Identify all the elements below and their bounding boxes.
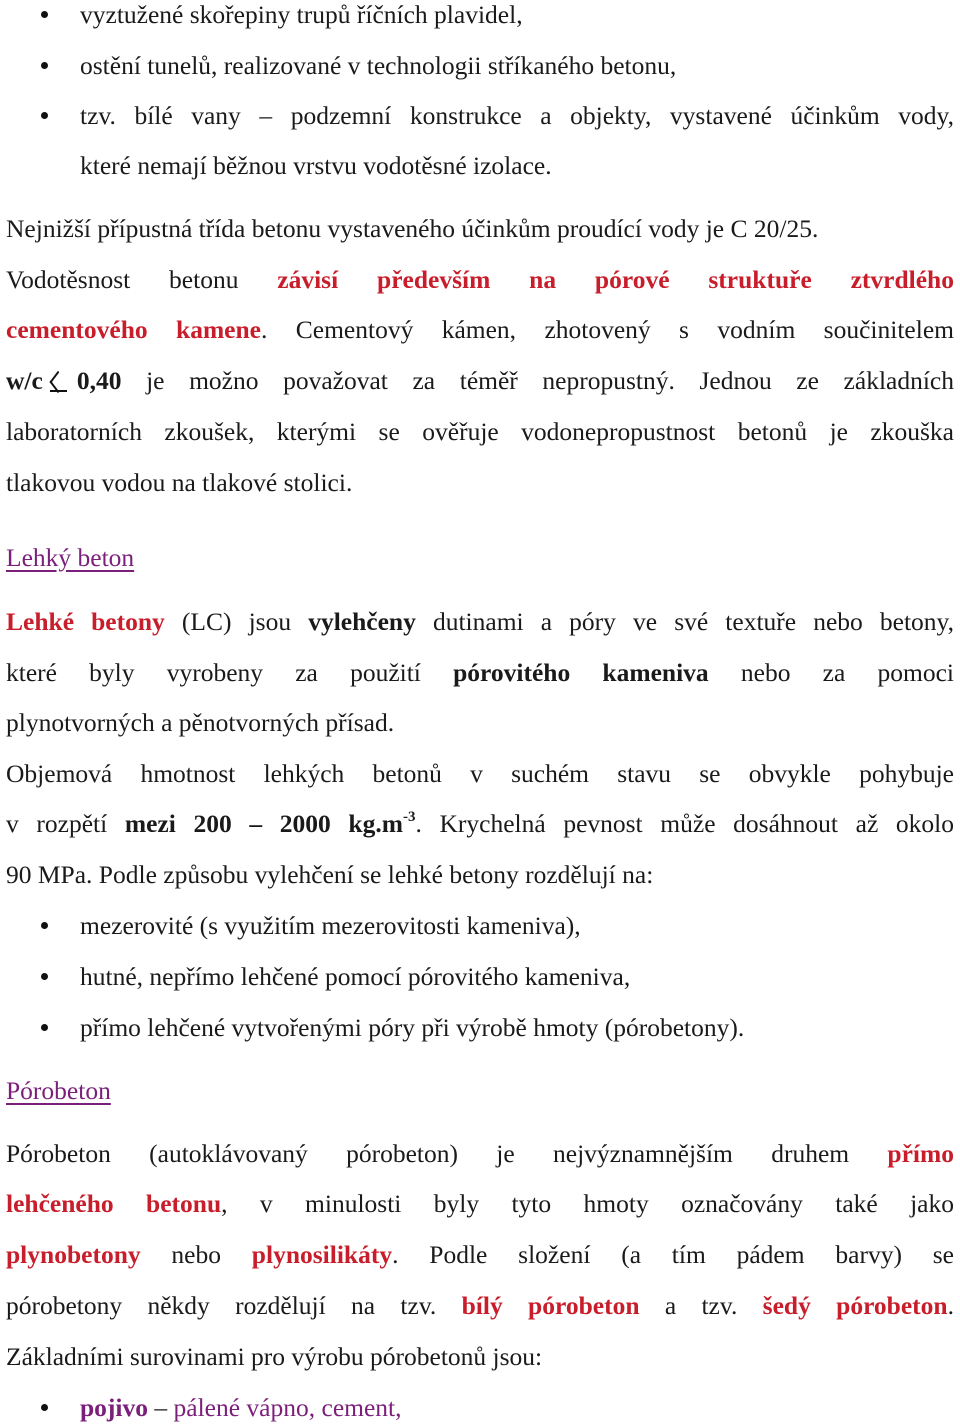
bullet-dot xyxy=(41,1404,48,1411)
emphasis-text: závisí především na pórové struktuře ztvrdlého xyxy=(277,265,954,294)
section-heading: Pórobeton xyxy=(6,1076,111,1105)
bullet-dot xyxy=(41,973,48,980)
paragraph-line: tlakovou vodou na tlakové stolici. xyxy=(6,468,353,497)
paragraph-line: které byly vyrobeny za použití pórovitého kameniva nebo za pomoci xyxy=(6,658,954,687)
paragraph-line: Objemová hmotnost lehkých betonů v suchém stavu se obvykle pohybuje xyxy=(6,759,954,788)
paragraph-line: v rozpětí mezi 200 – 2000 $kg.m^{-3}$. Krychelná pevnost může dosáhnout až okolo xyxy=(6,809,954,838)
list-item: tzv. bílé vany – podzemní konstrukce a objekty, vystavené účinkům vody, xyxy=(80,101,954,130)
less-equal-icon xyxy=(49,372,67,392)
paragraph-line: laboratorních zkoušek, kterými se ověřuje vodonepropustnost betonů je zkouška xyxy=(6,417,954,446)
paragraph-line: Pórobeton (autoklávovaný pórobeton) je nejvýznamnějším druhem přímo xyxy=(6,1139,954,1168)
paragraph-line: plynobetony nebo plynosilikáty. Podle složení (a tím pádem barvy) se xyxy=(6,1240,954,1269)
paragraph-line: Základními surovinami pro výrobu pórobetonů jsou: xyxy=(6,1342,543,1371)
emphasis-text: cementového kamene xyxy=(6,315,261,344)
section-heading: Lehký beton xyxy=(6,543,135,572)
list-item: mezerovité (s využitím mezerovitosti kameniva), xyxy=(80,911,581,940)
paragraph-line: w/c 0,40 je možno považovat za téměř nepropustný. Jednou ze základních xyxy=(6,366,954,395)
paragraph-line: 90 MPa. Podle způsobu vylehčení se lehké betony rozdělují na: xyxy=(6,860,654,889)
bullet-dot xyxy=(41,1024,48,1031)
paragraph-line: Nejnižší přípustná třída betonu vystaveného účinkům proudící vody je C 20/25. xyxy=(6,214,819,243)
paragraph-line: lehčeného betonu, v minulosti byly tyto hmoty označovány také jako xyxy=(6,1189,954,1218)
list-item: vyztužené skořepiny trupů říčních plavidel, xyxy=(80,0,523,29)
list-item: pojivo – pálené vápno, cement, xyxy=(80,1393,402,1422)
paragraph-line: pórobetony někdy rozdělují na tzv. bílý pórobeton a tzv. šedý pórobeton. xyxy=(6,1291,954,1320)
bullet-dot xyxy=(41,62,48,69)
paragraph-line: Vodotěsnost betonu závisí především na pórové struktuře ztvrdlého xyxy=(6,265,954,294)
paragraph-line: plynotvorných a pěnotvorných přísad. xyxy=(6,708,395,737)
list-item-continuation: které nemají běžnou vrstvu vodotěsné izolace. xyxy=(80,151,552,180)
list-item: ostění tunelů, realizované v technologii stříkaného betonu, xyxy=(80,51,677,80)
bullet-dot xyxy=(41,922,48,929)
list-item: přímo lehčené vytvořenými póry při výrobě hmoty (pórobetony). xyxy=(80,1013,745,1042)
paragraph-line: cementového kamene. Cementový kámen, zhotovený s vodním součinitelem xyxy=(6,315,954,344)
bullet-dot xyxy=(41,11,48,18)
bullet-dot xyxy=(41,112,48,119)
paragraph-line: Lehké betony (LC) jsou vylehčeny dutinami a póry ve své textuře nebo betony, xyxy=(6,607,954,636)
list-item: hutné, nepřímo lehčené pomocí pórovitého kameniva, xyxy=(80,962,631,991)
